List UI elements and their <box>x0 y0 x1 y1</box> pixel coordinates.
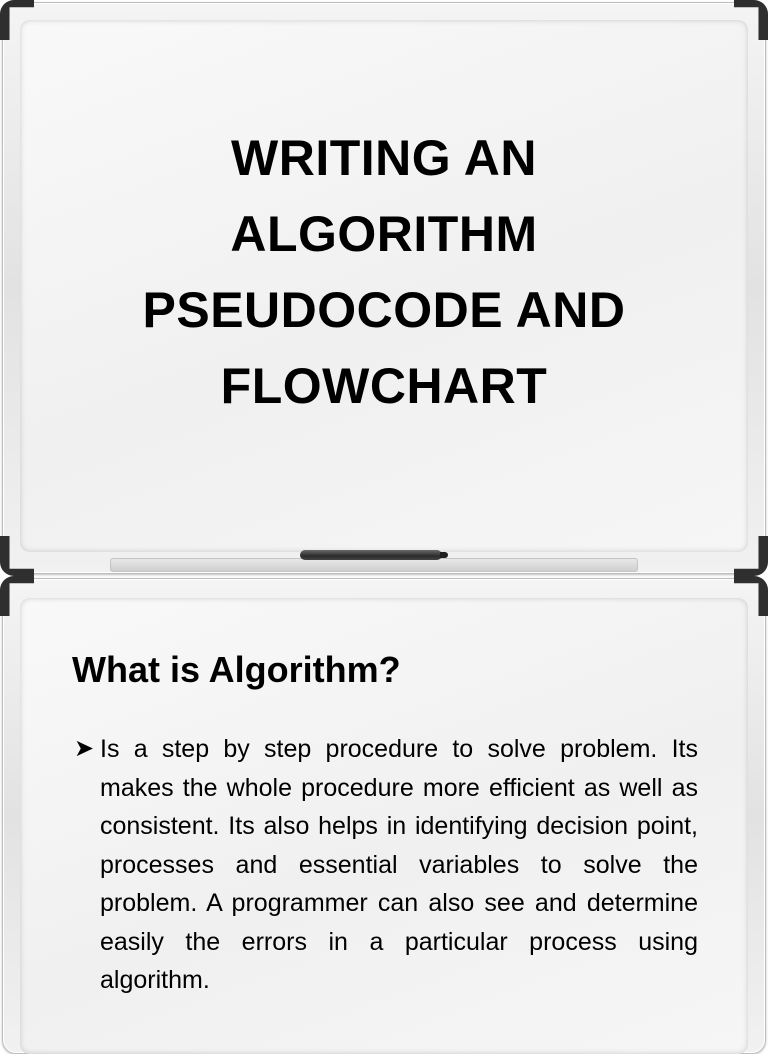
slide-heading: What is Algorithm? <box>72 649 401 690</box>
bullet-text: Is a step by step procedure to solve problem. Its makes the whole procedure more efficient as well as consistent. Its also helps in identifying decision point, processes and essential variables to solve the problem. A programmer can also see and determine easily the errors in a particular process using algorithm. <box>100 735 698 994</box>
marker-tray <box>110 558 638 572</box>
title-line: PSEUDOCODE AND <box>142 282 626 338</box>
bullet-item <box>74 730 698 1000</box>
title-line: ALGORITHM <box>230 206 538 262</box>
slide-definition <box>0 576 768 1024</box>
marker-icon <box>300 550 442 560</box>
arrow-bullet-icon: ➤ <box>74 735 95 762</box>
title-line: WRITING AN <box>231 130 537 186</box>
slide-title-text <box>20 120 748 424</box>
title-line: FLOWCHART <box>220 358 548 414</box>
